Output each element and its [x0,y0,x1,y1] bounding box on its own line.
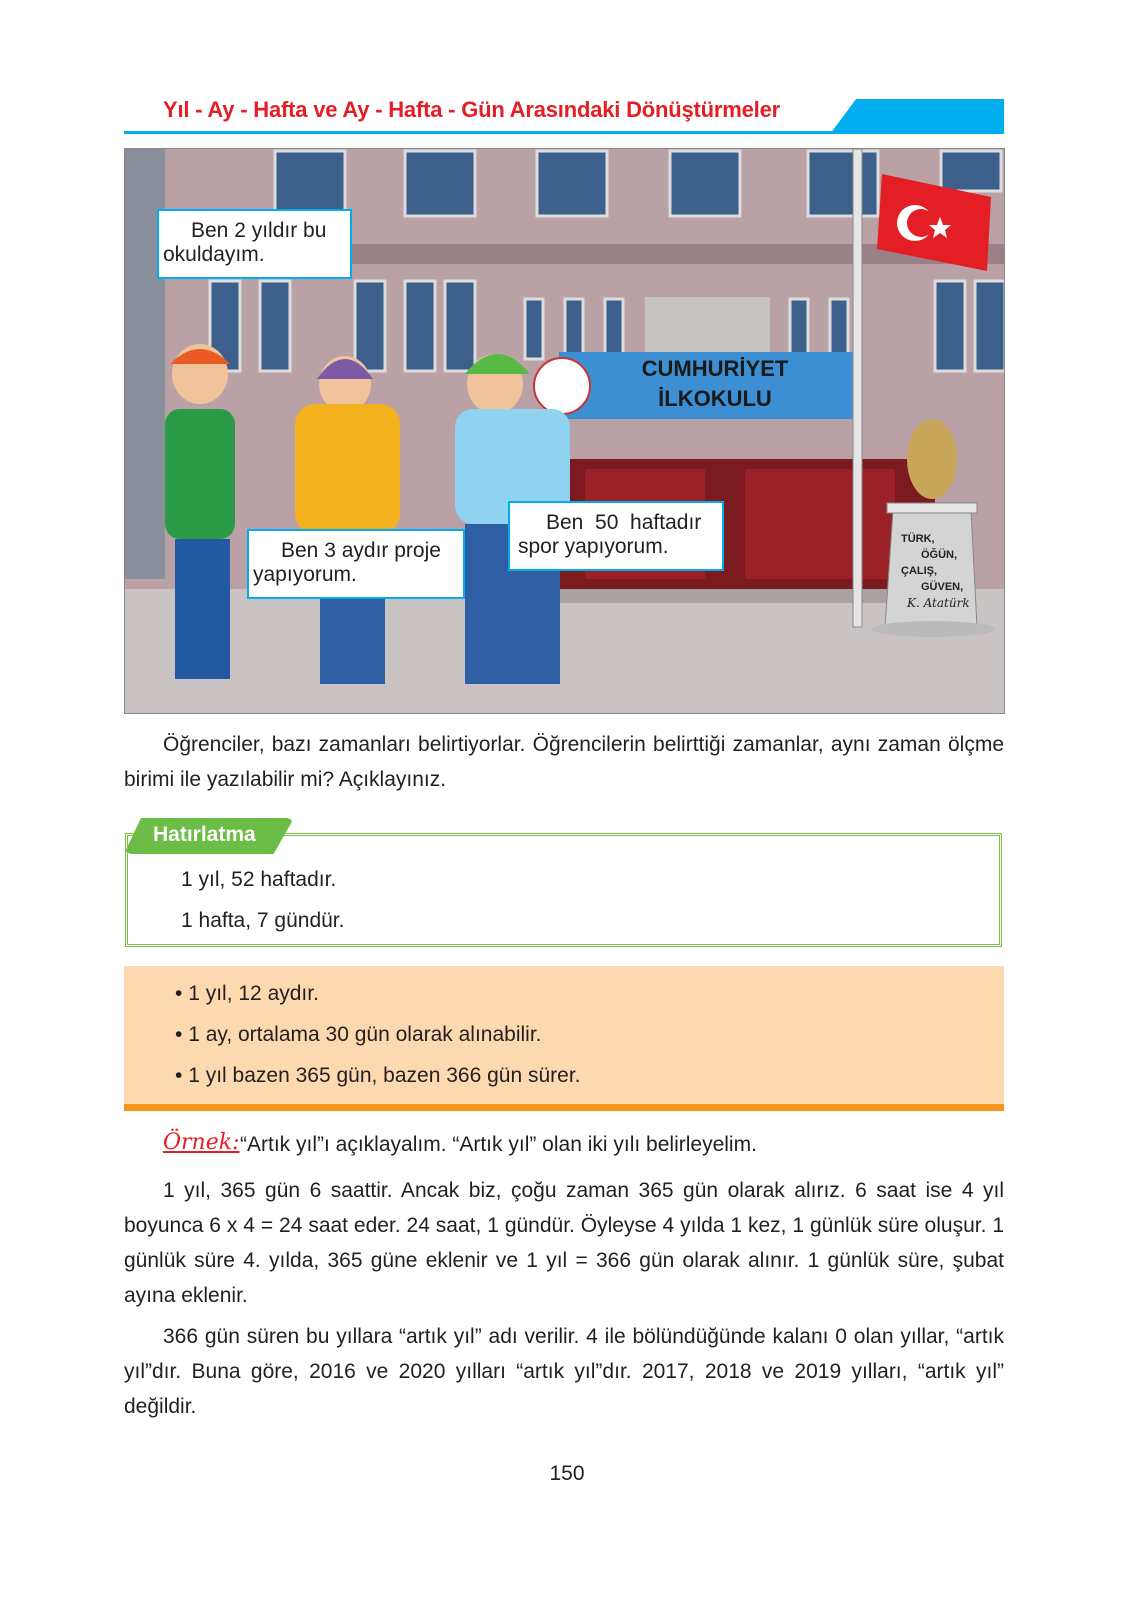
school-illustration [124,148,1005,714]
signature: K. Atatürk [907,596,970,610]
speech-bubble [247,529,465,599]
bubble-line: Ben 2 yıldır bu [191,219,327,242]
bubble-line: okuldayım. [163,243,265,266]
example-paragraph: 366 gün süren bu yıllara “artık yıl” adı verilir. 4 ile bölündüğünde kalanı 0 olan yıllar, “artık yıl”dır. Buna göre, 2016 ve 2020 yılları “artık yıl”dır. 2017, 2018 ve 2019 yılları, “artık yıl” değildir. [124,1325,1004,1418]
header-underline [124,131,1004,134]
header-accent-tab [830,99,1004,134]
bubble-line: Ben 50 haftadır [546,511,702,534]
bubble-line: spor yapıyorum. [518,535,669,558]
pedestal-line: GÜVEN, [921,581,964,593]
reminder-line: 1 yıl, 52 haftadır. [181,868,337,891]
school-sign-line2: İLKOKULU [658,386,772,411]
example-paragraph: 1 yıl, 365 gün 6 saattir. Ancak biz, çoğu zaman 365 gün olarak alırız. 6 saat ise 4 yıl boyunca 6 x 4 = 24 saat eder. 24 saat, 1 gündür. Öyleyse 4 yılda 1 kez, 1 günlük süre oluşur. 1 günlük süre 4. yılda, 365 güne eklenir ve 1 yıl = 366 gün olarak alınır. 1 günlük süre, şubat ayına eklenir. [124,1179,1004,1307]
school-sign [580,354,850,414]
intro-paragraph: Öğrenciler, bazı zamanları belirtiyorlar. Öğrencilerin belirttiği zamanlar, aynı zaman ölçme birimi ile yazılabilir mi? Açıklayınız. [124,733,1004,791]
note-item [175,1023,542,1047]
note-text: 1 ay, ortalama 30 gün olarak alınabilir. [188,1023,542,1046]
note-text: 1 yıl, 12 aydır. [188,982,319,1005]
pedestal-line: TÜRK, [901,533,935,545]
example-label: Örnek: [163,1130,240,1155]
pedestal-line: ÇALIŞ, [901,565,938,577]
bubble-line: yapıyorum. [253,563,357,586]
school-sign-line1: CUMHURİYET [641,356,789,381]
page-number: 150 [549,1462,585,1485]
section-title: Yıl - Ay - Hafta ve Ay - Hafta - Gün Arasındaki Dönüştürmeler [163,97,780,122]
note-text: 1 yıl bazen 365 gün, bazen 366 gün sürer. [188,1064,581,1087]
note-item [175,1064,580,1088]
pedestal-line: ÖĞÜN, [921,549,958,561]
bullet: • [175,982,189,1005]
note-item [175,982,319,1006]
reminder-line: 1 hafta, 7 gündür. [181,909,345,932]
bullet: • [175,1023,189,1046]
reminder-label: Hatırlatma [153,823,256,846]
bubble-line: Ben 3 aydır proje [281,539,441,562]
bullet: • [175,1064,189,1087]
speech-bubble [508,501,724,571]
example-question: “Artık yıl”ı açıklayalım. “Artık yıl” olan iki yılı belirleyelim. [240,1133,757,1156]
speech-bubble [157,209,352,279]
pedestal-inscription [901,531,970,611]
